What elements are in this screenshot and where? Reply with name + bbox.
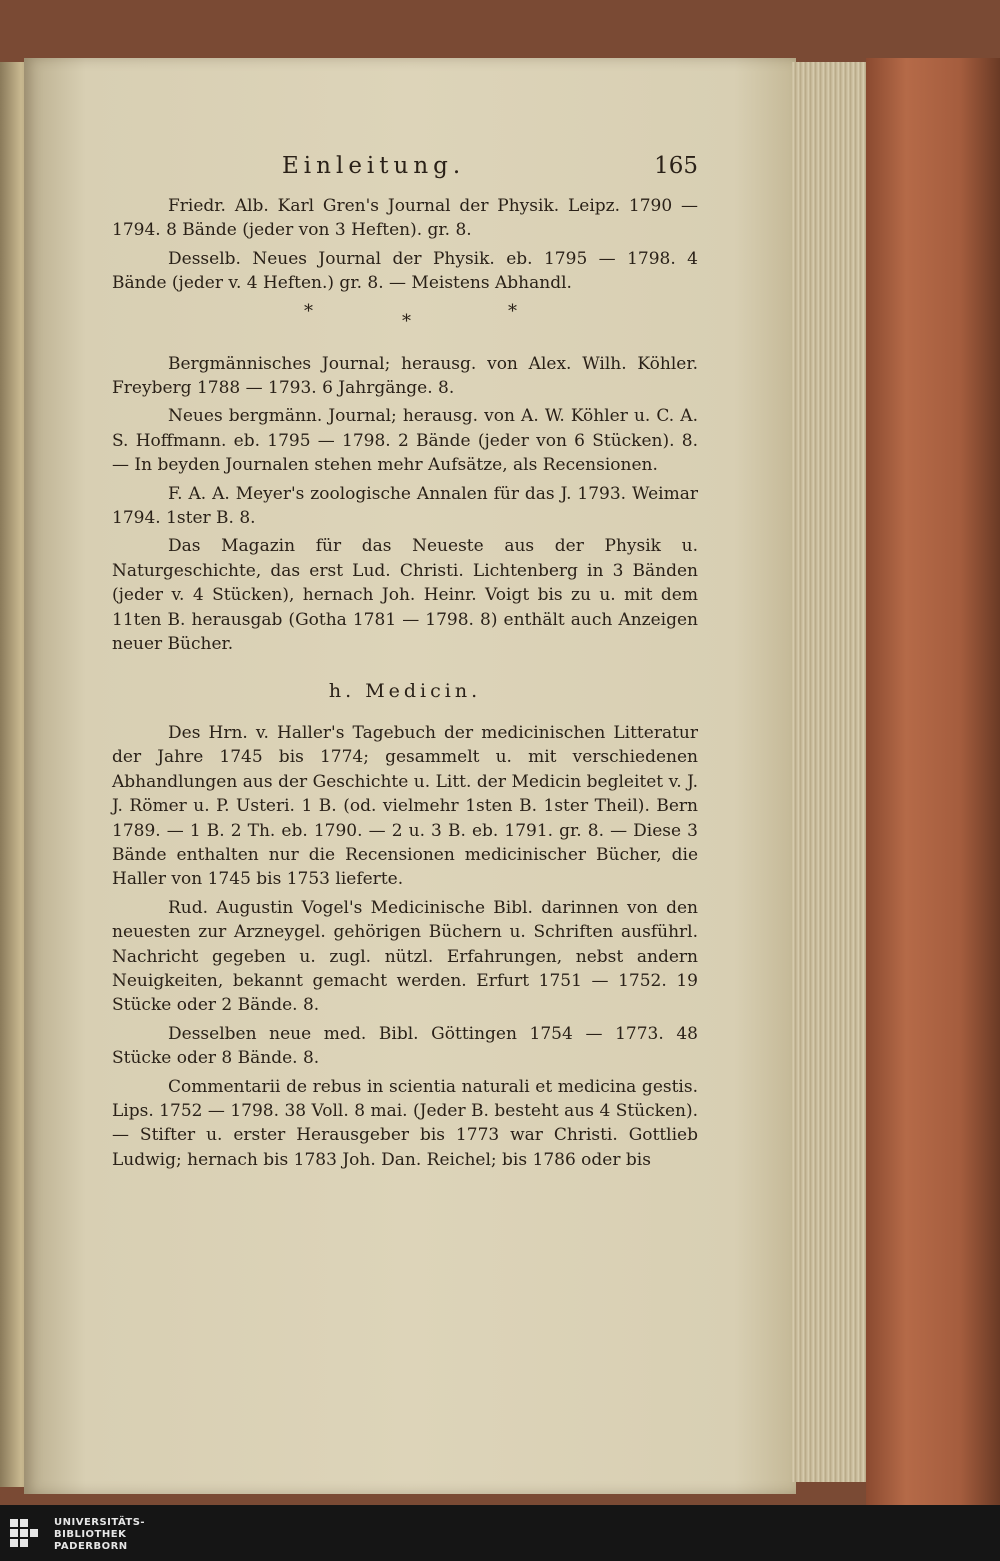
page-text bbox=[112, 148, 698, 1176]
section-divider-stars bbox=[112, 296, 698, 350]
running-head-title: Einleitung. bbox=[282, 153, 466, 179]
library-name bbox=[54, 1517, 145, 1553]
entry-paragraph: Friedr. Alb. Karl Gren's Journal der Physik. Leipz. 1790 — 1794. 8 Bände (jeder von 3 Heften). gr. 8. bbox=[112, 196, 698, 241]
book-cover-board bbox=[866, 58, 1000, 1505]
entry-paragraph: F. A. A. Meyer's zoologische Annalen für das J. 1793. Weimar 1794. 1ster B. 8. bbox=[112, 483, 698, 529]
running-head bbox=[112, 148, 698, 188]
entry-paragraph: Commentarii de rebus in scientia naturali et medicina gestis. Lips. 1752 — 1798. 38 Voll. 8 mai. (Jeder B. besteht aus 4 Stücken). — Stifter u. erster Herausgeber bis 1773 war Christi. Gottlieb Ludwig; hernach bis 1783 Joh. Dan. Reichel; bis 1786 oder bis bbox=[112, 1076, 698, 1170]
entry-paragraph: Desselben neue med. Bibl. Göttingen 1754 — 1773. 48 Stücke oder 8 Bände. 8. bbox=[112, 1023, 698, 1069]
divider-star: * bbox=[508, 300, 517, 322]
page-number: 165 bbox=[654, 153, 698, 179]
entry-paragraph: Rud. Augustin Vogel's Medicinische Bibl. darinnen von den neuesten zur Arzneygel. gehörigen Büchern u. Schriften ausführl. Nachricht gegeben u. zugl. nützl. Erfahrungen, nebst andern Neuigkeiten, bekannt gemacht werden. Erfurt 1751 — 1752. 19 Stücke oder 2 Bände. 8. bbox=[112, 897, 698, 1016]
library-name-line: UNIVERSITÄTS- bbox=[54, 1517, 146, 1528]
divider-star: * bbox=[402, 310, 411, 332]
library-logo-icon bbox=[10, 1519, 44, 1553]
entry-paragraph: Bergmännisches Journal; herausg. von Alex. Wilh. Köhler. Freyberg 1788 — 1793. 6 Jahrgänge. 8. bbox=[112, 353, 698, 399]
library-name-line: PADERBORN bbox=[54, 1541, 128, 1552]
entry-paragraph: Neues bergmänn. Journal; herausg. von A. W. Köhler u. C. A. S. Hoffmann. eb. 1795 — 1798. 2 Bände (jeder von 6 Stücken). 8. — In beyden Journalen stehen mehr Aufsätze, als Recensionen. bbox=[112, 406, 698, 476]
library-footer bbox=[0, 1505, 1000, 1561]
section-heading: h. Medicin. bbox=[328, 679, 482, 702]
entry-paragraph: Desselb. Neues Journal der Physik. eb. 1795 — 1798. 4 Bände (jeder v. 4 Heften.) gr. 8. — Meistens Abhandl. bbox=[112, 248, 698, 294]
library-name-line: BIBLIOTHEK bbox=[54, 1529, 127, 1540]
entry-paragraph: Des Hrn. v. Haller's Tagebuch der medicinischen Litteratur der Jahre 1745 bis 1774; gesammelt u. mit verschiedenen Abhandlungen aus der Geschichte u. Litt. der Medicin begleitet v. J. J. Römer u. P. Usteri. 1 B. (od. vielmehr 1sten B. 1ster Theil). Bern 1789. — 1 B. 2 Th. eb. 1790. — 2 u. 3 B. eb. 1791. gr. 8. — Diese 3 Bände enthalten nur die Recensionen medicinischer Bücher, die Haller von 1745 bis 1753 lieferte. bbox=[112, 722, 698, 890]
divider-star: * bbox=[304, 300, 313, 322]
entry-paragraph: Das Magazin für das Neueste aus der Physik u. Naturgeschichte, das erst Lud. Christi. Lichtenberg in 3 Bänden (jeder v. 4 Stücken), hernach Joh. Heinr. Voigt bis zu u. mit dem 11ten B. herausgab (Gotha 1781 — 1798. 8) enthält auch Anzeigen neuer Bücher. bbox=[112, 536, 698, 655]
page-fore-edge bbox=[792, 62, 870, 1482]
